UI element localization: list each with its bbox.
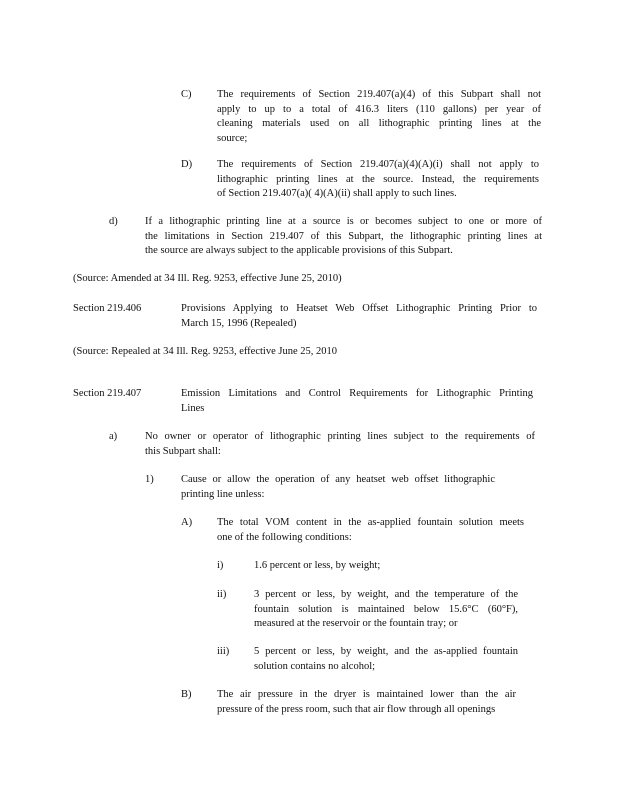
item-C-line: The requirements of Section 219.407(a)(4) of this Subpart shall not [217,89,541,100]
source-note [73,272,379,287]
item-label-D: D) [181,159,193,170]
section-title-line: Lines [181,402,205,414]
item-ii-line: fountain solution is maintained below 15.6°C (60°F), [254,603,518,615]
item-ii-text [254,588,518,632]
item-C-text [217,88,541,146]
item-label-a: a) [109,431,118,442]
item-B-text [217,688,516,717]
section-title [181,387,533,416]
item-d-line: the source are always subject to the applicable provisions of this Subpart. [145,245,453,256]
item-i-text [254,559,392,574]
item-ii-line: measured at the reservoir or the fountain tray; or [254,618,458,629]
item-C-line: apply to up to a total of 416.3 liters (110 gallons) per year of [217,103,541,115]
item-d-line: the limitations in Section 219.407 of this Subpart, the lithographic printing lines at [145,230,542,242]
source-note-text: (Source: Amended at 34 Ill. Reg. 9253, effective June 25, 2010) [73,273,342,284]
source-note [73,345,375,360]
section-title-line: Provisions Applying to Heatset Web Offset Lithographic Printing Prior to [181,303,537,314]
item-i-line: 1.6 percent or less, by weight; [254,560,381,571]
item-A-line: one of the following conditions: [217,531,352,543]
item-D-text [217,158,539,202]
item-1-line: printing line unless: [181,488,265,500]
item-A-text [217,516,524,545]
item-label-C: C) [181,89,192,100]
section-number [73,302,153,317]
item-label-A: A) [181,517,193,528]
item-label-iii: iii) [217,646,230,657]
item-B-line: The air pressure in the dryer is maintained lower than the air [217,689,516,700]
item-B-line: pressure of the press room, such that air flow through all openings [217,703,496,715]
item-iii-line: solution contains no alcohol; [254,660,376,672]
item-A-line: The total VOM content in the as-applied fountain solution meets [217,517,524,528]
item-ii-line: 3 percent or less, by weight, and the temperature of the [254,589,518,600]
section-title [181,302,537,331]
item-d-line: If a lithographic printing line at a source is or becomes subject to one or more of [145,216,542,227]
item-label-d: d) [109,216,118,227]
source-note-text: (Source: Repealed at 34 Ill. Reg. 9253, effective June 25, 2010 [73,346,337,357]
item-d-text [145,215,542,259]
item-label-1: 1) [145,474,154,485]
item-C-line: source; [217,132,248,144]
item-label-i: i) [217,560,224,571]
item-a-text [145,430,535,459]
item-D-line: of Section 219.407(a)( 4)(A)(ii) shall apply to such lines. [217,188,457,199]
item-iii-text [254,645,518,674]
item-label-B: B) [181,689,192,700]
section-number-text: Section 219.407 [73,388,142,399]
item-1-line: Cause or allow the operation of any heatset web offset lithographic [181,474,495,485]
section-number [73,387,153,402]
item-label-ii: ii) [217,589,227,600]
item-D-line: The requirements of Section 219.407(a)(4)(A)(i) shall not apply to [217,159,539,170]
item-C-line: cleaning materials used on all lithographic printing lines at the [217,118,541,129]
item-D-line: lithographic printing lines at the source. Instead, the requirements [217,173,539,185]
item-1-text [181,473,495,502]
section-title-line: Emission Limitations and Control Requirements for Lithographic Printing [181,388,533,399]
section-number-text: Section 219.406 [73,303,142,314]
item-a-line: this Subpart shall: [145,445,221,457]
item-a-line: No owner or operator of lithographic printing lines subject to the requirements of [145,431,535,442]
section-title-line: March 15, 1996 (Repealed) [181,317,297,329]
item-iii-line: 5 percent or less, by weight, and the as-applied fountain [254,646,518,657]
